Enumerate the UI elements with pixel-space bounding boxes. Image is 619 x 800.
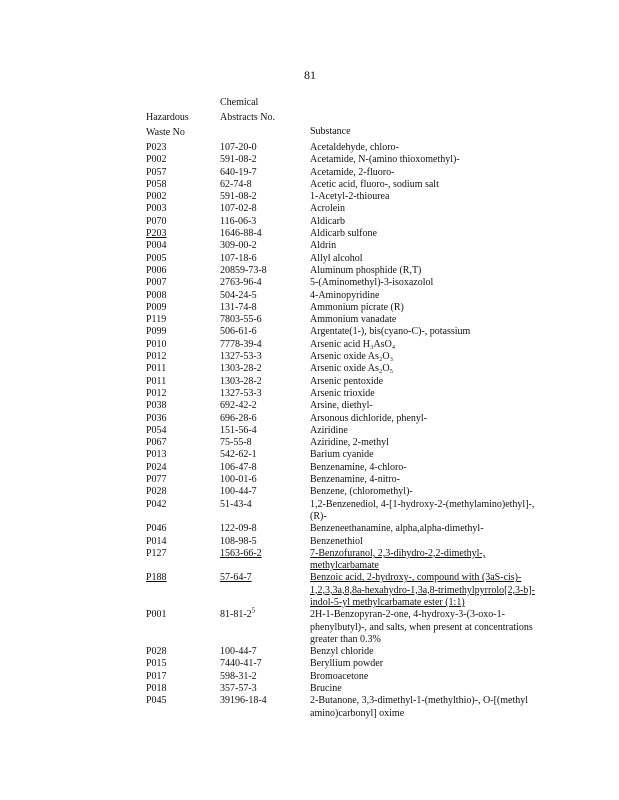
waste-code-cell: [146, 597, 220, 609]
cas-number-cell: 1327-53-3: [220, 387, 262, 399]
waste-code-cell: [146, 511, 220, 523]
table-row: [146, 326, 566, 338]
cas-number-cell: 100-44-7: [220, 646, 257, 658]
table-row: [146, 413, 566, 425]
cas-number-cell: 20859-73-8: [220, 264, 267, 276]
substance-cell: 1,2,3,3a,8,8a-hexahydro-1,3a,8-trimethylpyrrolo[2,3-b]-: [310, 584, 535, 596]
substance-cell: 1-Acetyl-2-thiourea: [310, 191, 390, 203]
waste-code-cell: P042: [146, 498, 167, 510]
cas-number-cell: 131-74-8: [220, 301, 257, 313]
cas-number-cell: 591-08-2: [220, 154, 257, 166]
header-substance: Substance: [310, 126, 351, 137]
waste-code-cell: P046: [146, 523, 167, 535]
cas-number-cell: 357-57-3: [220, 683, 257, 695]
substance-cell: Allyl alcohol: [310, 252, 363, 264]
waste-code-cell: P057: [146, 166, 167, 178]
cas-number-cell: 107-20-0: [220, 142, 257, 153]
waste-code-cell: P004: [146, 240, 167, 252]
substance-cell: 4-Aminopyridine: [310, 289, 380, 301]
table-row: [146, 302, 566, 314]
substance-cell: Benzenamine, 4-nitro-: [310, 474, 400, 486]
cas-number-cell: 122-09-8: [220, 523, 257, 535]
waste-code-cell: P014: [146, 535, 167, 547]
header-line: Chemical: [220, 97, 259, 108]
table-row: [146, 462, 566, 474]
substance-cell: Arsenic oxide As₂O₃: [310, 351, 394, 363]
table-row: [146, 499, 566, 511]
cas-number-cell: 1646-88-4: [220, 228, 262, 240]
cas-number-cell: 39196-18-4: [220, 695, 267, 707]
waste-code-cell: P067: [146, 437, 167, 449]
substance-cell: Benzyl chloride: [310, 646, 374, 658]
cas-number-cell: 2763-96-4: [220, 277, 262, 289]
table-row: [146, 216, 566, 228]
waste-code-cell: [146, 560, 220, 572]
substance-cell: Aziridine, 2-methyl: [310, 437, 389, 449]
waste-code-cell: P007: [146, 277, 167, 289]
waste-code-cell: [146, 634, 220, 646]
table-row: [146, 523, 566, 535]
cas-number-cell: 107-02-8: [220, 203, 257, 215]
waste-code-cell: P006: [146, 264, 167, 276]
table-row: [146, 167, 566, 179]
waste-code-cell: P127: [146, 547, 167, 559]
waste-code-cell: P010: [146, 338, 167, 350]
table-row: [146, 290, 566, 302]
table-row-continuation: [146, 585, 566, 597]
substance-cell: Acetic acid, fluoro-, sodium salt: [310, 178, 439, 190]
waste-code-cell: P002: [146, 154, 167, 166]
cas-number-cell: 640-19-7: [220, 166, 257, 178]
table-row: [146, 240, 566, 252]
substance-cell: Aziridine: [310, 424, 348, 436]
substance-cell: greater than 0.3%: [310, 633, 381, 645]
waste-code-cell: P005: [146, 252, 167, 264]
table-row: [146, 191, 566, 203]
cas-number-cell: 106-47-8: [220, 461, 257, 473]
table-row: [146, 351, 566, 363]
substance-cell: Acetamide, 2-fluoro-: [310, 166, 395, 178]
cas-number-cell: 1563-66-2: [220, 547, 262, 559]
table-row: [146, 658, 566, 670]
table-row: [146, 339, 566, 351]
substance-cell: Brucine: [310, 683, 342, 695]
substance-cell: Arsenic pentoxide: [310, 375, 384, 387]
table-row: [146, 179, 566, 191]
table-row: [146, 425, 566, 437]
waste-code-cell: P054: [146, 424, 167, 436]
header-line: Hazardous: [146, 112, 189, 123]
table-row: [146, 314, 566, 326]
cas-number-cell: [220, 511, 310, 523]
table-row: [146, 253, 566, 265]
waste-code-cell: P001: [146, 609, 167, 621]
cas-number-cell: 696-28-6: [220, 412, 257, 424]
waste-code-cell: P023: [146, 142, 167, 153]
waste-code-cell: P012: [146, 387, 167, 399]
cas-number-cell: 7778-39-4: [220, 338, 262, 350]
cas-number-cell: 692-42-2: [220, 400, 257, 412]
substance-cell: Barium cyanide: [310, 449, 374, 461]
cas-number-cell: 598-31-2: [220, 670, 257, 682]
substance-cell: Arsenic trioxide: [310, 387, 375, 399]
table-row: [146, 265, 566, 277]
cas-number-cell: 108-98-5: [220, 535, 257, 547]
table-row: [146, 376, 566, 388]
table-row-continuation: [146, 597, 566, 609]
waste-code-cell: P203: [146, 228, 167, 240]
table-row: [146, 606, 566, 621]
waste-code-cell: P099: [146, 326, 167, 338]
cas-number-cell: 1327-53-3: [220, 351, 262, 363]
substance-cell: phenylbutyl)-, and salts, when present at concentrations: [310, 621, 533, 633]
cas-number-cell: 51-43-4: [220, 498, 252, 510]
cas-number-cell: [220, 560, 310, 572]
substance-cell: Benzeneethanamine, alpha,alpha-dimethyl-: [310, 523, 484, 535]
waste-code-cell: P013: [146, 449, 167, 461]
header-hazardous-waste-no: [146, 111, 189, 140]
table-row-continuation: [146, 560, 566, 572]
table-row: [146, 154, 566, 166]
table-row-continuation: [146, 511, 566, 523]
waste-code-cell: P003: [146, 203, 167, 215]
substance-cell: Acetaldehyde, chloro-: [310, 142, 399, 153]
substance-cell: Argentate(1-), bis(cyano-C)-, potassium: [310, 326, 471, 338]
substance-cell: Beryllium powder: [310, 658, 384, 670]
substance-cell: Arsenic acid H₃AsO₄: [310, 338, 396, 350]
table-row: [146, 437, 566, 449]
cas-number-cell: [220, 585, 310, 597]
substance-cell: 7-Benzofuranol, 2,3-dihydro-2,2-dimethyl-,: [310, 547, 486, 559]
table-row: [146, 474, 566, 486]
substance-cell: Acrolein: [310, 203, 345, 215]
substance-cell: Benzene, (chloromethyl)-: [310, 486, 413, 498]
table-row-continuation: [146, 708, 566, 720]
cas-number-cell: 57-64-7: [220, 572, 252, 584]
waste-code-cell: P011: [146, 363, 167, 375]
footnote-marker: 5: [251, 606, 256, 615]
waste-code-cell: [146, 622, 220, 634]
cas-number-cell: [220, 597, 310, 609]
hazardous-waste-table: [146, 142, 566, 720]
cas-number-cell: 309-00-2: [220, 240, 257, 252]
waste-code-cell: [146, 708, 220, 720]
waste-code-cell: P018: [146, 683, 167, 695]
waste-code-cell: [146, 585, 220, 597]
substance-cell: Aldicarb sulfone: [310, 228, 377, 240]
waste-code-cell: P077: [146, 474, 167, 486]
page-number: 81: [304, 68, 316, 82]
cas-number-cell: 107-18-6: [220, 252, 257, 264]
header-line: Abstracts No.: [220, 111, 275, 123]
table-row-continuation: [146, 622, 566, 634]
substance-cell: 2-Butanone, 3,3-dimethyl-1-(methylthio)-, O-[(methyl: [310, 695, 529, 707]
substance-cell: Benzenethiol: [310, 535, 363, 547]
waste-code-cell: P017: [146, 670, 167, 682]
cas-number-cell: 504-24-5: [220, 289, 257, 301]
waste-code-cell: P024: [146, 461, 167, 473]
substance-cell: Ammonium vanadate: [310, 314, 397, 326]
table-row: [146, 228, 566, 240]
substance-cell: methylcarbamate: [310, 560, 379, 572]
cas-number-cell: $81-81-2^5$: [220, 606, 256, 621]
waste-code-cell: P119: [146, 314, 167, 326]
substance-cell: Bromoacetone: [310, 670, 369, 682]
table-row: [146, 142, 566, 154]
substance-cell: Aldicarb: [310, 215, 345, 227]
table-row: [146, 400, 566, 412]
waste-code-cell: P045: [146, 695, 167, 707]
table-row: [146, 486, 566, 498]
table-row: [146, 548, 566, 560]
waste-code-cell: P008: [146, 289, 167, 301]
waste-code-cell: P011: [146, 375, 167, 387]
cas-number-cell: 100-01-6: [220, 474, 257, 486]
cas-number-cell: 116-06-3: [220, 215, 257, 227]
table-row: [146, 536, 566, 548]
cas-number-cell: 591-08-2: [220, 191, 257, 203]
waste-code-cell: P012: [146, 351, 167, 363]
table-row-continuation: [146, 634, 566, 646]
substance-cell: 5-(Aminomethyl)-3-isoxazolol: [310, 277, 434, 289]
substance-cell: Aluminum phosphide (R,T): [310, 264, 422, 276]
substance-cell: 1,2-Benzenediol, 4-[1-hydroxy-2-(methylamino)ethyl]-,: [310, 498, 535, 510]
table-row: [146, 449, 566, 461]
table-row: [146, 646, 566, 658]
table-row: [146, 277, 566, 289]
substance-cell: Benzoic acid, 2-hydroxy-, compound with (3aS-cis)-: [310, 572, 522, 584]
substance-cell: indol-5-yl methylcarbamate ester (1:1): [310, 596, 465, 608]
header-line: Waste No: [146, 126, 185, 138]
cas-number-cell: 7803-55-6: [220, 314, 262, 326]
substance-cell: (R)-: [310, 510, 327, 522]
substance-cell: Arsenic oxide As₂O₅: [310, 363, 394, 375]
waste-code-cell: P015: [146, 658, 167, 670]
waste-code-cell: P058: [146, 178, 167, 190]
cas-number-cell: 100-44-7: [220, 486, 257, 498]
waste-code-cell: P036: [146, 412, 167, 424]
substance-cell: Ammonium picrate (R): [310, 301, 404, 313]
waste-code-cell: P038: [146, 400, 167, 412]
waste-code-cell: P028: [146, 486, 167, 498]
table-row: [146, 683, 566, 695]
substance-cell: Arsonous dichloride, phenyl-: [310, 412, 427, 424]
table-row: [146, 695, 566, 707]
table-row: [146, 363, 566, 375]
cas-number-cell: 542-62-1: [220, 449, 257, 461]
substance-cell: Benzenamine, 4-chloro-: [310, 461, 407, 473]
substance-cell: amino)carbonyl] oxime: [310, 707, 405, 719]
waste-code-cell: P070: [146, 215, 167, 227]
waste-code-cell: P002: [146, 191, 167, 203]
table-row: [146, 671, 566, 683]
waste-code-cell: P188: [146, 572, 167, 584]
table-row: [146, 572, 566, 584]
cas-number-cell: 1303-28-2: [220, 363, 262, 375]
cas-number-cell: [220, 634, 310, 646]
waste-code-cell: P028: [146, 646, 167, 658]
cas-number-cell: [220, 708, 310, 720]
header-cas-no: [220, 96, 275, 125]
table-row: [146, 388, 566, 400]
cas-number-cell: 1303-28-2: [220, 375, 262, 387]
substance-cell: Aldrin: [310, 240, 337, 252]
waste-code-cell: P009: [146, 301, 167, 313]
substance-cell: 2H-1-Benzopyran-2-one, 4-hydroxy-3-(3-oxo-1-: [310, 609, 505, 621]
cas-number-cell: 151-56-4: [220, 424, 257, 436]
cas-number-cell: 7440-41-7: [220, 658, 262, 670]
cas-number-cell: 62-74-8: [220, 178, 252, 190]
substance-cell: Arsine, diethyl-: [310, 400, 373, 412]
substance-cell: Acetamide, N-(amino thioxomethyl)-: [310, 154, 460, 166]
cas-number-cell: [220, 622, 310, 634]
table-row: [146, 203, 566, 215]
cas-number-cell: 506-61-6: [220, 326, 257, 338]
cas-number-cell: 75-55-8: [220, 437, 252, 449]
